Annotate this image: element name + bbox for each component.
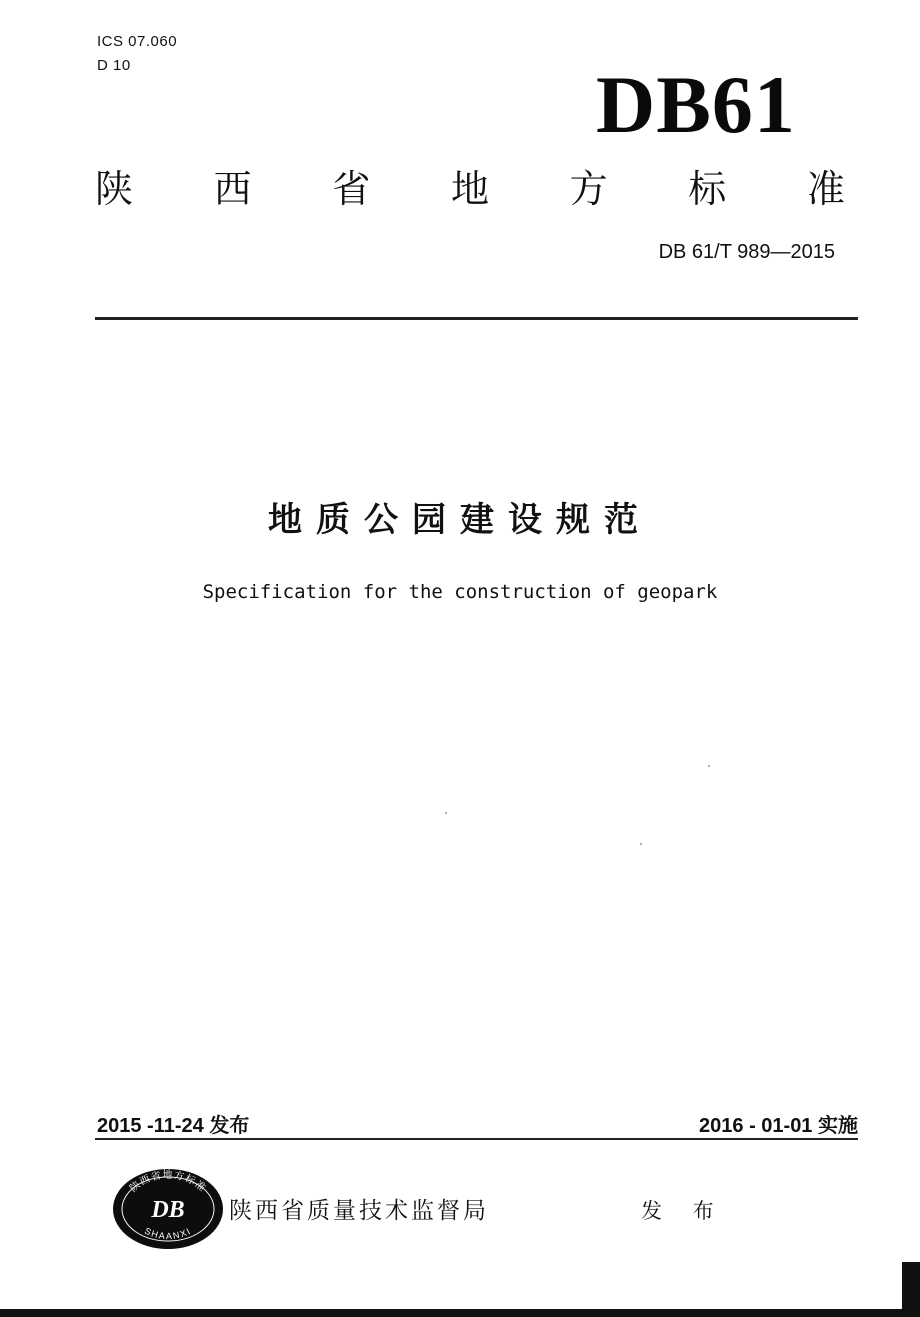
standard-category-char: 方 (569, 167, 608, 211)
header-divider (95, 317, 858, 320)
issuer-name: 陕西省质量技术监督局 (229, 1198, 489, 1224)
seal-center-text: DB (151, 1197, 185, 1223)
standard-category-char: 陕 (95, 167, 134, 211)
standard-mark: DB61 (596, 59, 796, 150)
standard-number: DB 61/T 989—2015 (658, 241, 835, 263)
standard-category-char: 标 (688, 167, 727, 211)
standard-category (95, 164, 845, 214)
seal-top-text: 陕西省地方标准 (128, 1170, 208, 1195)
scan-bottom-edge (0, 1309, 920, 1317)
scan-speck (640, 843, 642, 845)
ics-code: ICS 07.060 (97, 33, 178, 50)
title-chinese: 地质公园建设规范 (268, 500, 652, 540)
footer-divider (95, 1138, 858, 1140)
standard-category-char: 省 (332, 167, 371, 211)
standard-category-char: 地 (450, 167, 489, 211)
issue-label: 发 布 (641, 1199, 726, 1223)
scan-speck (445, 812, 447, 814)
scan-speck (708, 765, 710, 767)
publication-date: 2015 -11-24 发布 (97, 1115, 250, 1137)
scan-corner-block (902, 1262, 920, 1317)
seal-bottom-text: SHAANXI (143, 1225, 193, 1242)
ccs-code: D 10 (97, 57, 131, 74)
title-english: Specification for the construction of geopark (202, 581, 718, 603)
effective-date: 2016 - 01-01 实施 (699, 1115, 858, 1137)
standard-category-char: 准 (806, 167, 845, 211)
standard-category-char: 西 (213, 167, 252, 211)
classification-codes (97, 30, 177, 78)
issuer-seal-logo (112, 1168, 224, 1250)
